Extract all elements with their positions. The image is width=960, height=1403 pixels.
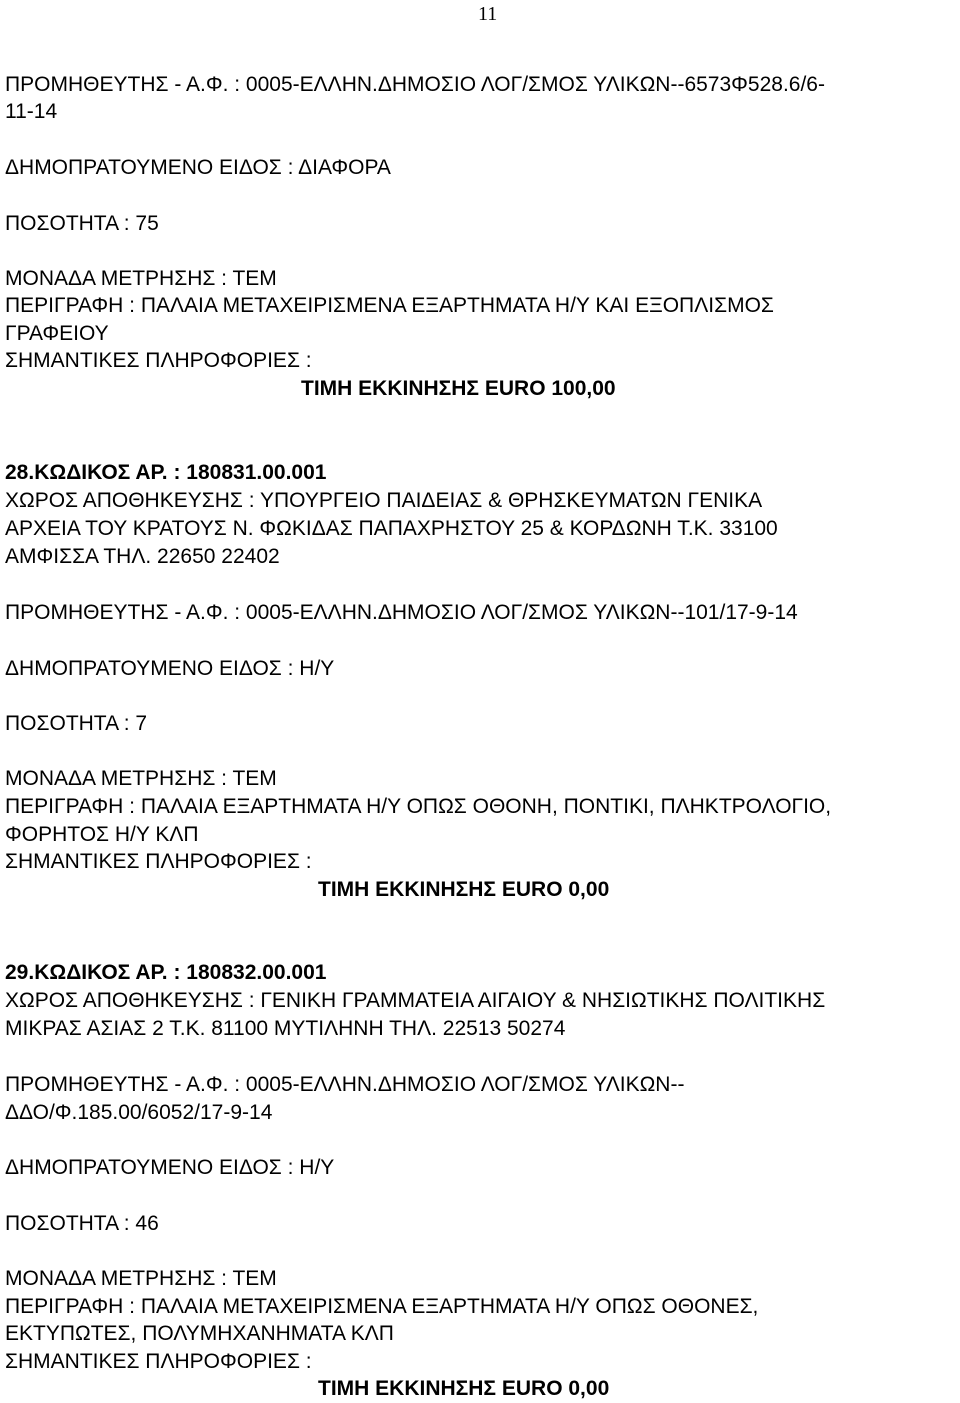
important-info-label: ΣΗΜΑΝΤΙΚΕΣ ΠΛΗΡΟΦΟΡΙΕΣ : [5,349,312,372]
storage-line-3: ΑΜΦΙΣΣΑ ΤΗΛ. 22650 22402 [5,545,280,568]
quantity-line: ΠΟΣΟΤΗΤΑ : 46 [5,1212,159,1235]
starting-price: ΤΙΜΗ ΕΚΚΙΝΗΣΗΣ EURO 100,00 [301,377,616,400]
description-line-continued: ΕΚΤΥΠΩΤΕΣ, ΠΟΛΥΜΗΧΑΝΗΜΑΤΑ ΚΛΠ [5,1322,394,1345]
starting-price: ΤΙΜΗ ΕΚΚΙΝΗΣΗΣ EURO 0,00 [318,878,610,901]
supplier-line: ΠΡΟΜΗΘΕΥΤΗΣ - Α.Φ. : 0005-ΕΛΛΗΝ.ΔΗΜΟΣΙΟ ΛΟΓ/ΣΜΟΣ ΥΛΙΚΩΝ-- [5,1073,685,1096]
item-line: ΔΗΜΟΠΡΑΤΟΥΜΕΝΟ ΕΙΔΟΣ : Η/Υ [5,657,335,680]
item-line: ΔΗΜΟΠΡΑΤΟΥΜΕΝΟ ΕΙΔΟΣ : Η/Υ [5,1156,335,1179]
supplier-line: ΠΡΟΜΗΘΕΥΤΗΣ - Α.Φ. : 0005-ΕΛΛΗΝ.ΔΗΜΟΣΙΟ ΛΟΓ/ΣΜΟΣ ΥΛΙΚΩΝ--101/17-9-14 [5,601,798,624]
item-code: 29.ΚΩΔΙΚΟΣ ΑΡ. : 180832.00.001 [5,961,327,984]
important-info-label: ΣΗΜΑΝΤΙΚΕΣ ΠΛΗΡΟΦΟΡΙΕΣ : [5,1350,312,1373]
unit-line: ΜΟΝΑΔΑ ΜΕΤΡΗΣΗΣ : ΤΕΜ [5,267,277,290]
supplier-line-continued: 11-14 [5,100,58,123]
starting-price: ΤΙΜΗ ΕΚΚΙΝΗΣΗΣ EURO 0,00 [318,1377,610,1400]
supplier-line: ΠΡΟΜΗΘΕΥΤΗΣ - Α.Φ. : 0005-ΕΛΛΗΝ.ΔΗΜΟΣΙΟ ΛΟΓ/ΣΜΟΣ ΥΛΙΚΩΝ--6573Φ528.6/6- [5,73,825,96]
item-code: 28.ΚΩΔΙΚΟΣ ΑΡ. : 180831.00.001 [5,461,327,484]
quantity-line: ΠΟΣΟΤΗΤΑ : 7 [5,712,148,735]
unit-line: ΜΟΝΑΔΑ ΜΕΤΡΗΣΗΣ : ΤΕΜ [5,1267,277,1290]
storage-line: ΧΩΡΟΣ ΑΠΟΘΗΚΕΥΣΗΣ : ΓΕΝΙΚΗ ΓΡΑΜΜΑΤΕΙΑ ΑΙΓΑΙΟΥ & ΝΗΣΙΩΤΙΚΗΣ ΠΟΛΙΤΙΚΗΣ [5,989,826,1012]
description-line: ΠΕΡΙΓΡΑΦΗ : ΠΑΛΑΙΑ ΕΞΑΡΤΗΜΑΤΑ Η/Υ ΟΠΩΣ ΟΘΟΝΗ, ΠΟΝΤΙΚΙ, ΠΛΗΚΤΡΟΛΟΓΙΟ, [5,795,832,818]
item-line: ΔΗΜΟΠΡΑΤΟΥΜΕΝΟ ΕΙΔΟΣ : ΔΙΑΦΟΡΑ [5,156,391,179]
description-line-continued: ΓΡΑΦΕΙΟΥ [5,322,109,345]
storage-line: ΧΩΡΟΣ ΑΠΟΘΗΚΕΥΣΗΣ : ΥΠΟΥΡΓΕΙΟ ΠΑΙΔΕΙΑΣ & ΘΡΗΣΚΕΥΜΑΤΩΝ ΓΕΝΙΚΑ [5,489,763,512]
description-line: ΠΕΡΙΓΡΑΦΗ : ΠΑΛΑΙΑ ΜΕΤΑΧΕΙΡΙΣΜΕΝΑ ΕΞΑΡΤΗΜΑΤΑ Η/Υ ΚΑΙ ΕΞΟΠΛΙΣΜΟΣ [5,294,774,317]
important-info-label: ΣΗΜΑΝΤΙΚΕΣ ΠΛΗΡΟΦΟΡΙΕΣ : [5,850,312,873]
description-line-continued: ΦΟΡΗΤΟΣ Η/Υ ΚΛΠ [5,823,199,846]
unit-line: ΜΟΝΑΔΑ ΜΕΤΡΗΣΗΣ : ΤΕΜ [5,767,277,790]
page-number: 11 [478,3,498,25]
storage-line-2: ΑΡΧΕΙΑ ΤΟΥ ΚΡΑΤΟΥΣ Ν. ΦΩΚΙΔΑΣ ΠΑΠΑΧΡΗΣΤΟΥ 25 & ΚΟΡΔΩΝΗ Τ.Κ. 33100 [5,517,778,540]
description-line: ΠΕΡΙΓΡΑΦΗ : ΠΑΛΑΙΑ ΜΕΤΑΧΕΙΡΙΣΜΕΝΑ ΕΞΑΡΤΗΜΑΤΑ Η/Υ ΟΠΩΣ ΟΘΟΝΕΣ, [5,1295,759,1318]
storage-line-2: ΜΙΚΡΑΣ ΑΣΙΑΣ 2 Τ.Κ. 81100 ΜΥΤΙΛΗΝΗ ΤΗΛ. 22513 50274 [5,1017,566,1040]
supplier-line-continued: ΔΔΟ/Φ.185.00/6052/17-9-14 [5,1101,273,1124]
quantity-line: ΠΟΣΟΤΗΤΑ : 75 [5,212,159,235]
